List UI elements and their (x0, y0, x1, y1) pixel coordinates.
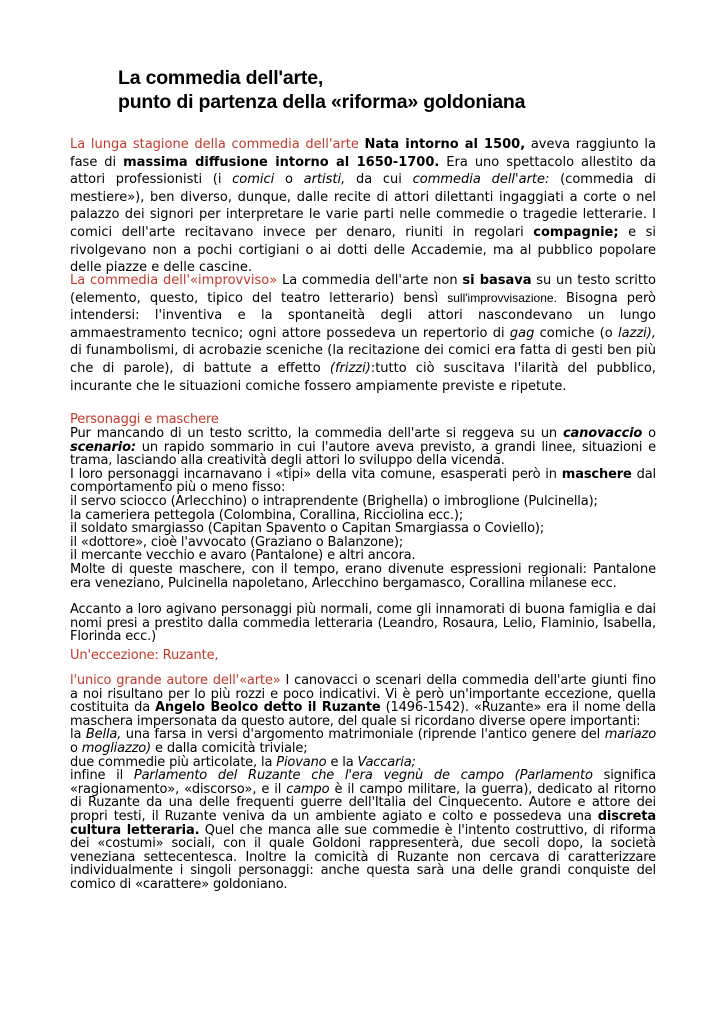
list-item (70, 728, 656, 755)
text-run: Era uno spettacolo allestito da attori professionisti (i (70, 154, 656, 188)
bold-run: si basava (462, 273, 532, 288)
italic-run: mogliazzo) (81, 740, 152, 756)
section-lunga-stagione (70, 136, 656, 277)
italic-run: Bella, (85, 727, 122, 743)
text-run: comiche (o (534, 325, 618, 341)
section-subheading: l'unico grande autore dell'«arte» (70, 673, 281, 688)
list-item: la cameriera pettegola (Colombina, Corallina, Ricciolina ecc.); (70, 507, 464, 523)
text-run: su un testo scritto (elemento, questo, tipico del teatro letterario) bensì (70, 273, 656, 306)
italic-run: comici (232, 172, 275, 188)
italic-run: Piovano (276, 754, 327, 770)
text-run: infine il (70, 768, 134, 784)
text-run: una farsa in versi d'argomento matrimoniale (riprende l'antico genere del (121, 727, 605, 743)
page-title (118, 66, 525, 114)
text-run: I loro personaggi incarnavano i «tipi» della vita comune, esasperati però in (70, 466, 562, 482)
list-item: il soldato smargiasso (Capitan Spavento o Capitan Smargiassa o Coviello); (70, 521, 545, 537)
bold-italic-run: canovaccio (563, 426, 643, 441)
text-run: :tutto ciò suscitava l'ilarità del pubblico, incurante che le situazioni comiche fossero ampiamente previste e ripetute. (70, 360, 657, 394)
italic-run: Parlamento del Ruzante che l'era vegnù de campo (Parlamento (133, 768, 593, 784)
section-paragraph: Accanto a loro agivano personaggi più normali, come gli innamorati di buona famiglia e dai nomi presi a prestito dalla commedia letteraria (Leandro, Rosaura, Lelio, Flaminio, Isabella, Florinda ecc.) (70, 602, 656, 645)
section-paragraph (70, 468, 656, 495)
section-paragraph (70, 136, 656, 277)
text-run: significa «ragionamento», «discorso», e il (70, 768, 657, 797)
section-paragraph (70, 674, 656, 728)
section-heading: Un'eccezione: Ruzante, (70, 648, 219, 663)
text-run: Pur mancando di un testo scritto, la commedia dell'arte si reggeva su un (70, 426, 563, 441)
text-run: o (274, 172, 304, 188)
maschere-list (70, 495, 656, 563)
italic-run: commedia dell'arte: (412, 172, 550, 188)
list-item: il mercante vecchio e avaro (Pantalone) e altri ancora. (70, 548, 416, 564)
section-heading: Personaggi e maschere (70, 412, 219, 427)
bold-run: Angelo Beolco detto il Ruzante (155, 700, 381, 716)
text-run: o (70, 740, 82, 756)
text-run: I canovacci o scenari della commedia dell'arte giunti fino a noi risultano per lo più rozzi e poco indicativi. Vi è però un'importante eccezione, quella costituita da (70, 673, 656, 716)
italic-run: gag (509, 325, 535, 341)
text-run: e dalla comicità triviale; (151, 740, 308, 756)
section-heading: La lunga stagione della commedia dell'arte (70, 137, 359, 152)
section-paragraph (70, 272, 656, 395)
text-run: dal comportamento più o meno fisso: (70, 466, 656, 496)
italic-run: artisti, (303, 172, 346, 188)
bold-run: Nata intorno al 1500, (364, 137, 526, 152)
title-line-2: punto di partenza della «riforma» goldoniana (118, 91, 526, 113)
text-run: la (70, 727, 86, 743)
section-ruzante (70, 648, 656, 892)
text-run: o (642, 426, 656, 441)
text-run: di funambolismi, di acrobazie sceniche (la recitazione dei comici era fatta di gesti ben più che di parole), di battute a effetto (70, 343, 656, 376)
bold-run: maschere (561, 466, 632, 482)
list-item (70, 756, 656, 770)
section-paragraph (70, 427, 656, 468)
section-paragraph: Molte di queste maschere, con il tempo, erano divenute espressioni regionali: Pantalone era veneziano, Pulcinella napoletano, Arlecchino bergamasco, Corallina milanese ecc. (70, 561, 656, 591)
text-run: sull'improvvisazione. (447, 290, 557, 305)
section-heading: La commedia dell'«improvviso» (70, 273, 278, 288)
italic-run: Vaccaria; (357, 754, 416, 770)
list-item: il «dottore», cioè l'avvocato (Graziano o Balanzone); (70, 534, 404, 550)
text-run: La commedia dell'arte non (277, 273, 463, 288)
italic-run: campo (286, 781, 330, 797)
section-improvviso (70, 272, 656, 395)
text-run: (1496-1542). «Ruzante» era il nome della maschera impersonata da questo autore, del quale si ricordano diverse opere importanti: (70, 700, 656, 729)
italic-run: (frizzi) (329, 360, 371, 376)
text-run: un rapido sommario in cui l'autore aveva previsto, a grandi linee, situazioni e trama, lasciando alla creatività degli attori lo sviluppo della vicenda. (70, 439, 656, 469)
bold-italic-run: scenario: (70, 439, 136, 455)
italic-run: mariazo (604, 727, 656, 743)
title-line-1: La commedia dell'arte, (118, 67, 324, 89)
section-personaggi (70, 412, 656, 644)
text-run: e si rivolgevano non a pochi cortigiani o ai dotti delle Accademie, ma al pubblico popolare delle piazze e delle cascine. (70, 224, 656, 276)
text-run: da cui (345, 172, 413, 188)
bold-run: massima diffusione intorno al 1650-1700. (123, 154, 440, 170)
italic-run: lazzi), (617, 325, 656, 341)
text-run: Bisogna però intendersi: l'inventiva e la spontaneità degli attori nascondevano un lungo ammaestramento tecnico; ogni attore possedeva un repertorio di (70, 290, 657, 341)
text-run: Quel che manca alle sue commedie è l'intento costruttivo, di riforma dei «costumi» sociali, con il quale Goldoni rappresenterà, due secoli dopo, la società veneziana settecentesca. Inoltre la comicità di Ruzante non cercava di caratterizzare individualmente i singoli personaggi: anche questa sarà una delle grandi conquiste del comico di «carattere» goldoniano. (70, 822, 656, 892)
text-run: due commedie più articolate, la (70, 754, 277, 770)
text-run: e la (326, 754, 358, 770)
list-item: il servo sciocco (Arlecchino) o intraprendente (Brighella) o imbroglione (Pulcinella); (70, 493, 598, 509)
bold-run: discreta cultura letteraria. (70, 808, 656, 838)
text-run: aveva raggiunto la fase di (70, 137, 656, 170)
text-run: è il campo militare, la guerra), dedicato al ritorno di Ruzante da una delle frequenti guerre dell'Italia del Cinquecento. Autore e attore dei propri testi, il Ruzante veniva da un ambiente agiato e colto e possedeva una (70, 781, 656, 824)
list-item (70, 769, 656, 891)
text-run: (commedia di mestiere»), ben diverso, dunque, dalle recite di attori dilettanti ingaggiati a corte o nel palazzo dei signori per interpretare le varie parti nelle commedie o tragedie letterarie. I comici dell'arte recitavano invece per denaro, riuniti in regolari (70, 172, 656, 240)
bold-run: compagnie; (533, 224, 619, 240)
